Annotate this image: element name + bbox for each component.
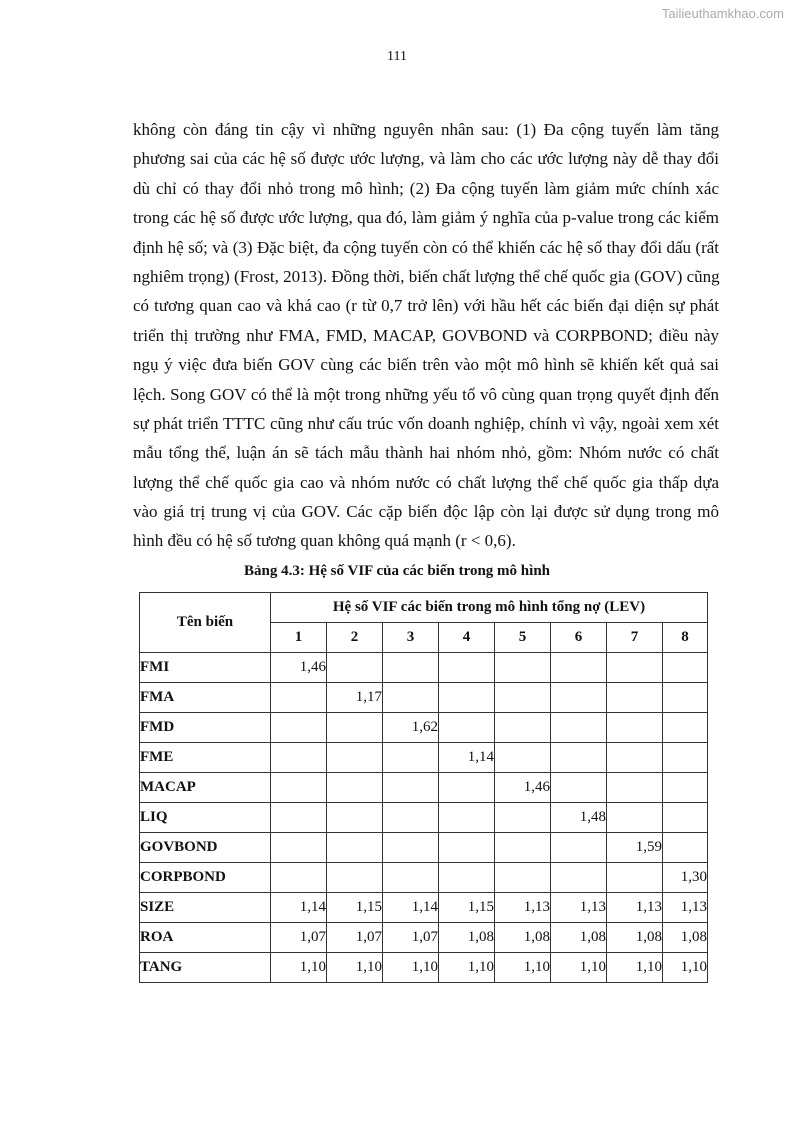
vif-value-cell: 1,10 [271, 953, 327, 983]
vif-value-cell [383, 803, 439, 833]
vif-value-cell: 1,30 [663, 863, 708, 893]
vif-value-cell: 1,15 [327, 893, 383, 923]
variable-name-cell: ROA [140, 923, 271, 953]
vif-table [139, 592, 708, 983]
variable-name-cell: GOVBOND [140, 833, 271, 863]
vif-value-cell: 1,10 [551, 953, 607, 983]
vif-value-cell [495, 803, 551, 833]
vif-value-cell: 1,10 [439, 953, 495, 983]
vif-value-cell [551, 713, 607, 743]
variable-name-cell: MACAP [140, 773, 271, 803]
vif-value-cell: 1,08 [607, 923, 663, 953]
vif-value-cell: 1,14 [439, 743, 495, 773]
variable-name-header: Tên biến [140, 593, 271, 653]
paragraph-line: nghiêm trọng) (Frost, 2013). Đồng thời, biến chất lượng thể chế quốc gia (GOV) cũng [133, 266, 720, 286]
vif-value-cell [439, 863, 495, 893]
vif-value-cell: 1,10 [607, 953, 663, 983]
vif-value-cell [551, 683, 607, 713]
variable-name-cell: FMA [140, 683, 271, 713]
vif-value-cell [551, 833, 607, 863]
vif-value-cell: 1,10 [327, 953, 383, 983]
vif-value-cell [327, 743, 383, 773]
table-row [140, 833, 708, 863]
vif-value-cell [383, 743, 439, 773]
vif-value-cell [327, 713, 383, 743]
vif-value-cell: 1,14 [383, 893, 439, 923]
vif-value-cell: 1,13 [607, 893, 663, 923]
vif-value-cell [271, 863, 327, 893]
vif-value-cell: 1,59 [607, 833, 663, 863]
vif-value-cell: 1,10 [663, 953, 708, 983]
variable-name-cell: TANG [140, 953, 271, 983]
vif-value-cell: 1,62 [383, 713, 439, 743]
vif-value-cell: 1,07 [271, 923, 327, 953]
paragraph-line: sự phát triển TTTC cũng như cấu trúc vốn doanh nghiệp, chính vì vậy, ngoài xem xét [133, 413, 719, 433]
table-row [140, 893, 708, 923]
watermark: Tailieuthamkhao.com [661, 6, 784, 21]
vif-value-cell [271, 713, 327, 743]
vif-value-cell: 1,07 [383, 923, 439, 953]
paragraph-line: có tương quan cao và khá cao (r từ 0,7 trở lên) với hầu hết các biến đại diện sự phát [133, 296, 719, 316]
vif-value-cell: 1,46 [271, 653, 327, 683]
vif-value-cell [607, 863, 663, 893]
table-body [140, 653, 708, 983]
variable-name-cell: FME [140, 743, 271, 773]
vif-value-cell [271, 833, 327, 863]
vif-value-cell [607, 683, 663, 713]
vif-value-cell [383, 833, 439, 863]
table-row [140, 953, 708, 983]
vif-value-cell: 1,15 [439, 893, 495, 923]
body-paragraph [133, 115, 719, 556]
vif-value-cell [607, 713, 663, 743]
paragraph-line: lệch. Song GOV có thể là một trong những yếu tố vô cùng quan trọng quyết định đến [133, 384, 719, 404]
vif-value-cell [327, 653, 383, 683]
vif-value-cell [495, 833, 551, 863]
model-number-header: 8 [663, 623, 708, 653]
vif-value-cell: 1,14 [271, 893, 327, 923]
paragraph-line: mẫu tổng thể, luận án sẽ tách mẫu thành hai nhóm nhỏ, gồm: Nhóm nước có chất [133, 443, 719, 463]
paragraph-line: lượng thể chế quốc gia cao và nhóm nước có chất lượng thể chế quốc gia thấp dựa [133, 472, 719, 492]
table-row [140, 923, 708, 953]
vif-value-cell: 1,10 [383, 953, 439, 983]
model-number-header: 1 [271, 623, 327, 653]
vif-value-cell [439, 653, 495, 683]
table-row [140, 743, 708, 773]
vif-value-cell [551, 863, 607, 893]
vif-value-cell: 1,07 [327, 923, 383, 953]
vif-value-cell [663, 683, 708, 713]
variable-name-cell: FMD [140, 713, 271, 743]
paragraph-line: hình đều có hệ số tương quan không quá mạnh (r < 0,6). [133, 531, 516, 551]
model-number-header: 6 [551, 623, 607, 653]
table-row [140, 773, 708, 803]
vif-value-cell: 1,48 [551, 803, 607, 833]
vif-value-cell [551, 743, 607, 773]
vif-value-cell: 1,17 [327, 683, 383, 713]
paragraph-line: không còn đáng tin cậy vì những nguyên nhân sau: (1) Đa cộng tuyến làm tăng [133, 120, 719, 139]
vif-value-cell: 1,13 [551, 893, 607, 923]
vif-group-header: Hệ số VIF các biến trong mô hình tổng nợ (LEV) [271, 593, 708, 623]
vif-value-cell [327, 863, 383, 893]
table-row [140, 683, 708, 713]
paragraph-line: phương sai của các hệ số được ước lượng, và làm cho các ước lượng này dễ thay đổi [133, 149, 719, 169]
vif-value-cell [439, 713, 495, 743]
vif-value-cell [327, 803, 383, 833]
vif-value-cell: 1,13 [495, 893, 551, 923]
paragraph-line: vào giá trị trung vị của GOV. Các cặp biến độc lập còn lại được sử dụng trong mô [133, 502, 719, 522]
vif-value-cell [495, 863, 551, 893]
paragraph-line: trong các hệ số được ước lượng, qua đó, làm giảm ý nghĩa của p-value trong các kiểm [133, 208, 719, 228]
vif-value-cell [495, 653, 551, 683]
table-row [140, 713, 708, 743]
vif-value-cell [663, 773, 708, 803]
variable-name-cell: LIQ [140, 803, 271, 833]
vif-value-cell: 1,08 [551, 923, 607, 953]
vif-value-cell [551, 653, 607, 683]
table-caption: Bảng 4.3: Hệ số VIF của các biến trong mô hình [244, 563, 550, 579]
vif-value-cell [495, 713, 551, 743]
vif-value-cell [271, 743, 327, 773]
paragraph-line: định hệ số; và (3) Đặc biệt, đa cộng tuyến còn có thể khiến các hệ số thay đổi dấu (rất [133, 237, 719, 257]
vif-value-cell [439, 833, 495, 863]
vif-value-cell [383, 863, 439, 893]
vif-value-cell [271, 773, 327, 803]
vif-value-cell [663, 803, 708, 833]
model-number-header: 5 [495, 623, 551, 653]
vif-value-cell: 1,08 [439, 923, 495, 953]
vif-value-cell [607, 803, 663, 833]
vif-value-cell [607, 653, 663, 683]
vif-value-cell [383, 773, 439, 803]
vif-value-cell [327, 833, 383, 863]
vif-value-cell [271, 683, 327, 713]
model-number-header: 2 [327, 623, 383, 653]
vif-value-cell [439, 683, 495, 713]
paragraph-line: triển thị trường như FMA, FMD, MACAP, GOVBOND và CORPBOND; điều này [133, 325, 719, 345]
vif-value-cell [663, 833, 708, 863]
vif-value-cell: 1,08 [663, 923, 708, 953]
vif-value-cell [439, 773, 495, 803]
vif-value-cell [551, 773, 607, 803]
vif-value-cell: 1,08 [495, 923, 551, 953]
vif-value-cell [663, 743, 708, 773]
vif-value-cell [495, 743, 551, 773]
vif-value-cell [663, 653, 708, 683]
vif-value-cell: 1,10 [495, 953, 551, 983]
table-row [140, 863, 708, 893]
vif-value-cell [439, 803, 495, 833]
vif-value-cell [383, 653, 439, 683]
vif-value-cell [663, 713, 708, 743]
vif-value-cell [495, 683, 551, 713]
table-row [140, 803, 708, 833]
model-number-header: 7 [607, 623, 663, 653]
vif-value-cell [327, 773, 383, 803]
vif-value-cell [271, 803, 327, 833]
paragraph-line: dù chỉ có thay đổi nhỏ trong mô hình; (2) Đa cộng tuyến làm giảm mức chính xác [133, 178, 719, 198]
table-row [140, 653, 708, 683]
vif-value-cell: 1,13 [663, 893, 708, 923]
vif-value-cell [383, 683, 439, 713]
model-number-header: 3 [383, 623, 439, 653]
vif-value-cell [607, 773, 663, 803]
vif-value-cell [607, 743, 663, 773]
paragraph-line: ngụ ý việc đưa biến GOV cùng các biến trên vào một mô hình sẽ khiến kết quả sai [133, 355, 719, 375]
variable-name-cell: SIZE [140, 893, 271, 923]
vif-value-cell: 1,46 [495, 773, 551, 803]
variable-name-cell: FMI [140, 653, 271, 683]
variable-name-cell: CORPBOND [140, 863, 271, 893]
model-number-header: 4 [439, 623, 495, 653]
page-number: 111 [387, 49, 407, 64]
